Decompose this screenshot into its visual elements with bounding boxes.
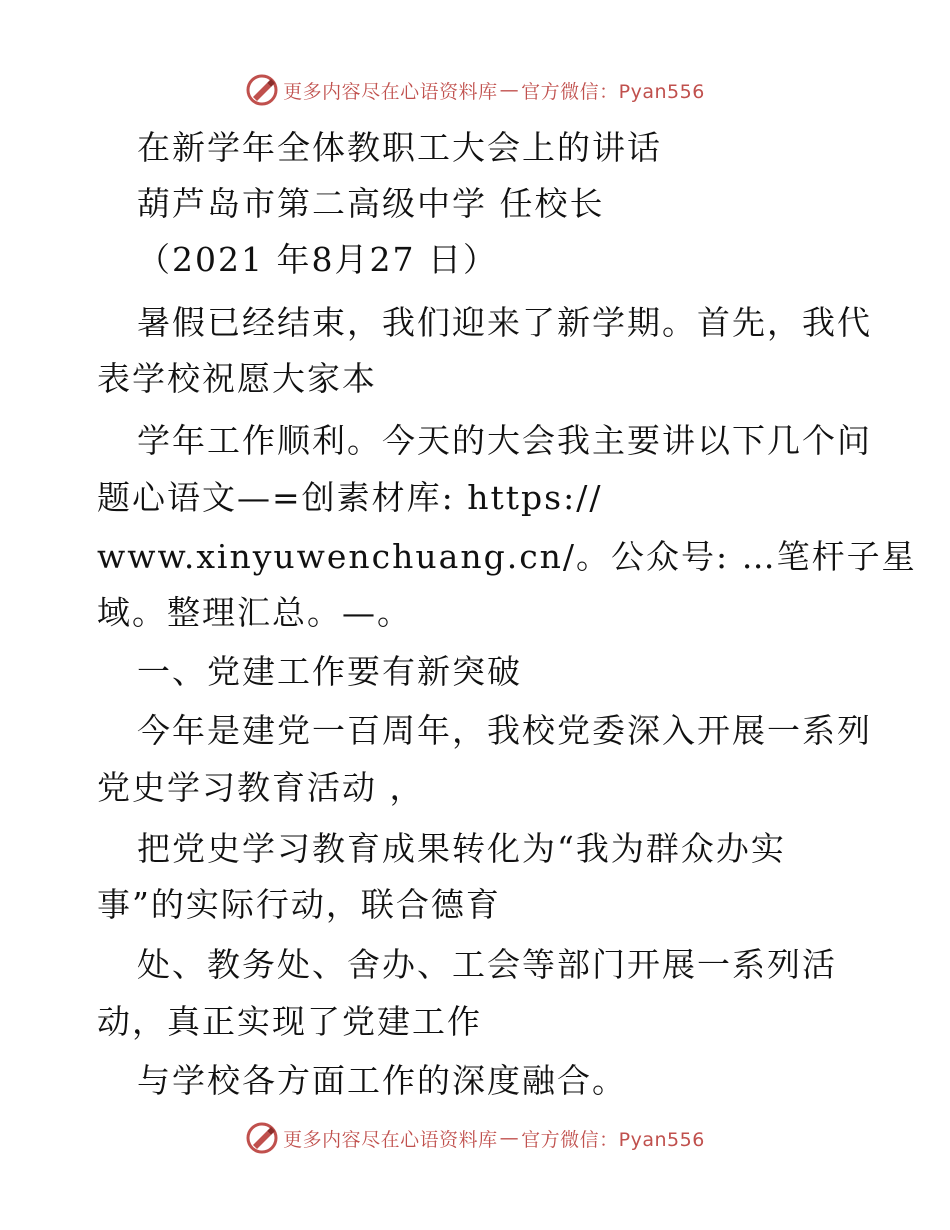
paragraph-line: 表学校祝愿大家本: [97, 359, 377, 398]
banner-brand-text: 更多内容尽在心语资料库: [283, 80, 498, 103]
document-title: 在新学年全体教职工大会上的讲话: [137, 128, 662, 167]
paragraph-line: 暑假已经结束，我们迎来了新学期。首先，我代: [137, 303, 872, 342]
paragraph-line: 学年工作顺利。今天的大会我主要讲以下几个问: [137, 421, 872, 460]
paragraph-line: 动，真正实现了党建工作: [97, 1002, 482, 1041]
banner-brand-text: 更多内容尽在心语资料库: [283, 1128, 498, 1151]
paragraph-line: 事”的实际行动，联合德育: [97, 885, 501, 924]
pen-logo-icon: [245, 73, 279, 107]
banner-contact-text: 官方微信：Pyan556: [521, 80, 705, 103]
banner-contact-text: 官方微信：Pyan556: [521, 1128, 705, 1151]
pen-logo-icon: [245, 1121, 279, 1155]
paragraph-line: www.xinyuwenchuang.cn/。公众号: …笔杆子星: [97, 537, 917, 576]
paragraph-line: 与学校各方面工作的深度融合。: [137, 1061, 627, 1100]
banner-separator: —: [499, 1127, 520, 1149]
section-heading: 一、党建工作要有新突破: [137, 652, 522, 691]
document-author: 葫芦岛市第二高级中学 任校长: [137, 184, 605, 223]
paragraph-line: 今年是建党一百周年，我校党委深入开展一系列: [137, 711, 872, 750]
document-date: （2021 年8月27 日）: [137, 240, 498, 279]
paragraph-line: 把党史学习教育成果转化为“我为群众办实: [137, 829, 786, 868]
banner-separator: —: [499, 79, 520, 101]
paragraph-line: 题心语文—=创素材库: https://: [97, 478, 603, 517]
header-banner: [0, 70, 950, 110]
paragraph-line: 党史学习教育活动 ，: [97, 768, 425, 807]
paragraph-line: 处、教务处、舍办、工会等部门开展一系列活: [137, 945, 837, 984]
paragraph-line: 域。整理汇总。—。: [97, 593, 412, 632]
footer-banner: [0, 1118, 950, 1158]
